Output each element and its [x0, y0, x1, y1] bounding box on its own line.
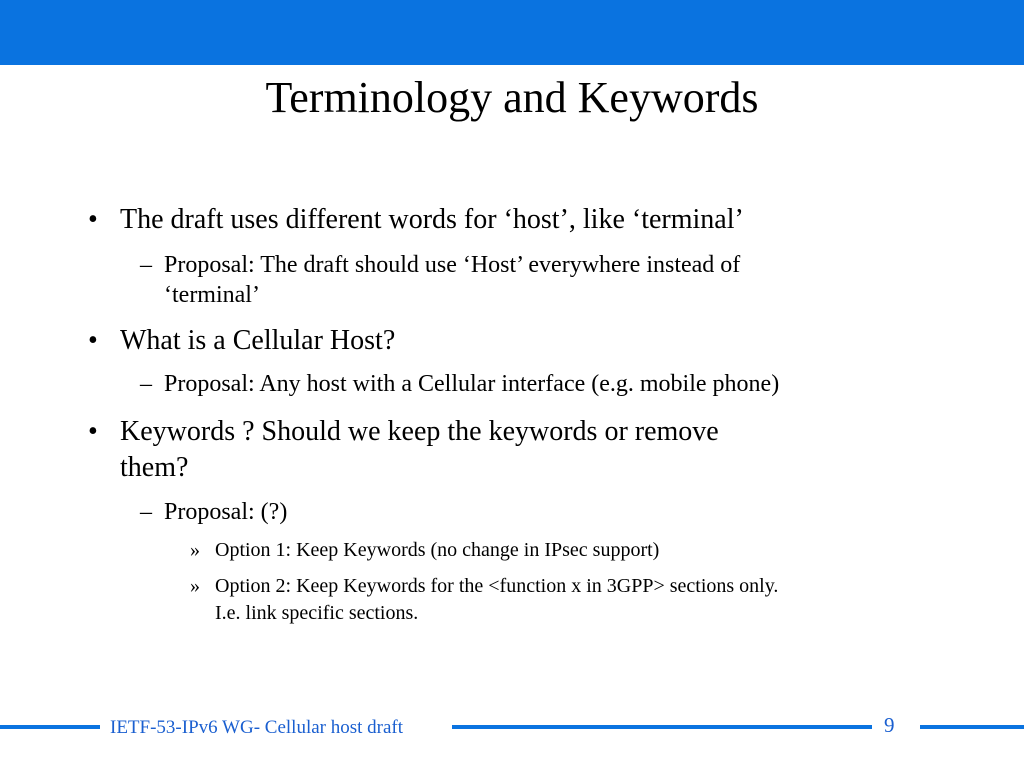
bullet-2-text: What is a Cellular Host? [120, 325, 396, 356]
bullet-3-line-2: them? [120, 452, 189, 483]
footer-text: IETF-53-IPv6 WG- Cellular host draft [110, 717, 404, 738]
footer-line-left [0, 725, 100, 729]
dash-marker: – [140, 499, 152, 525]
sub-bullet-3-1-line-1: Proposal: (?) [164, 499, 288, 525]
option-2-line-1: Option 2: Keep Keywords for the <function x in 3GPP> sections only. [215, 575, 779, 597]
sub-bullet-2-1-line-1: Proposal: Any host with a Cellular interface (e.g. mobile phone) [164, 371, 780, 397]
sub-bullet-1-1-line-1: Proposal: The draft should use ‘Host’ everywhere instead of [164, 252, 741, 278]
page-number: 9 [884, 713, 895, 737]
bullet-1-text: The draft uses different words for ‘host’, like ‘terminal’ [120, 204, 744, 235]
bullet-marker: • [88, 416, 98, 447]
bullet-marker: • [88, 204, 98, 235]
dash-marker: – [140, 252, 152, 278]
option-2-line-2: I.e. link specific sections. [215, 602, 419, 624]
slide-title: Terminology and Keywords [265, 73, 759, 122]
chevron-marker: » [190, 539, 200, 561]
bullet-3-line-1: Keywords ? Should we keep the keywords or remove [120, 416, 719, 447]
sub-bullet-1-1-line-2: ‘terminal’ [164, 282, 260, 308]
footer-line-right [920, 725, 1024, 729]
dash-marker: – [140, 371, 152, 397]
bullet-marker: • [88, 325, 98, 356]
footer-line-middle [452, 725, 872, 729]
chevron-marker: » [190, 575, 200, 597]
option-1-line-1: Option 1: Keep Keywords (no change in IPsec support) [215, 539, 660, 561]
